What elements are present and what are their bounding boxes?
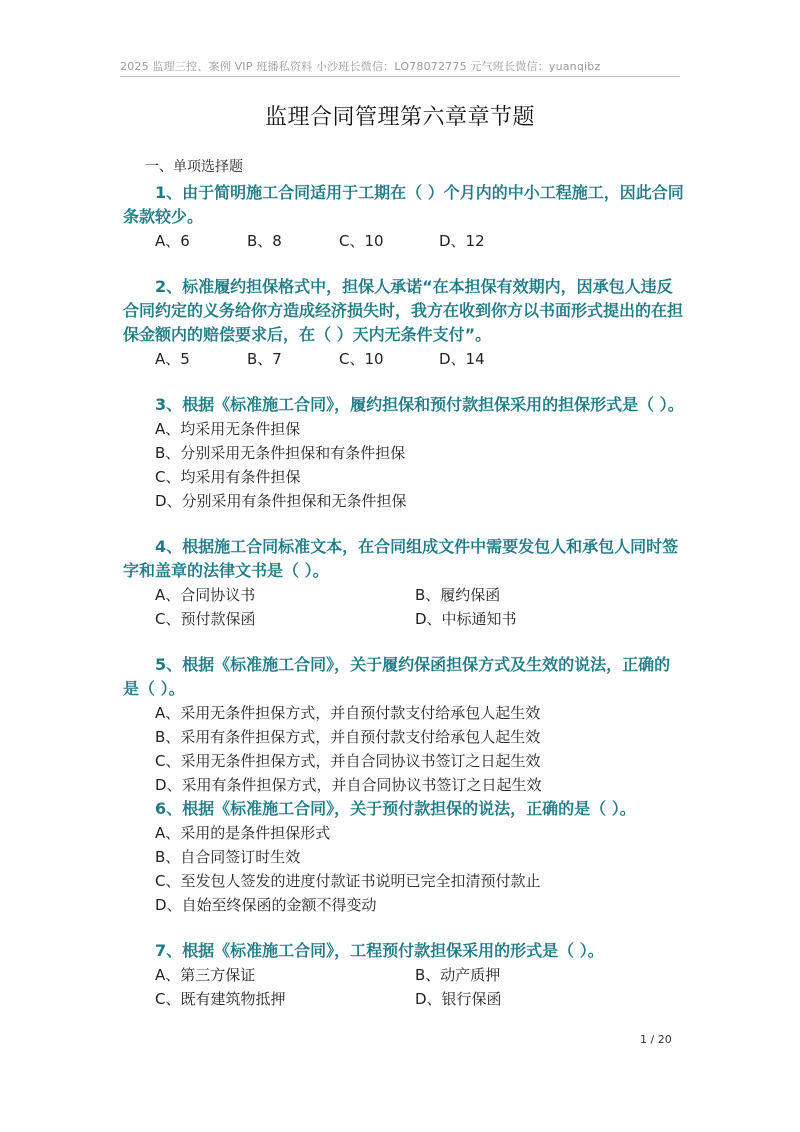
- header-note: 2025 监理三控、案例 VIP 班播私资料 小沙班长微信：LO78072775 元气班长微信：yuanqibz: [120, 60, 601, 73]
- question-3: [123, 393, 685, 513]
- question-stem: 3、根据《标准施工合同》，履约担保和预付款担保采用的担保形式是（ ）。: [155, 395, 684, 414]
- option-d: D、自始至终保函的金额不得变动: [155, 896, 377, 914]
- option-b: B、7: [247, 350, 282, 368]
- option-b: B、自合同签订时生效: [155, 848, 301, 866]
- document-title: 监理合同管理第六章章节题: [264, 105, 535, 130]
- option-d: D、12: [439, 232, 485, 250]
- option-d: D、14: [439, 350, 485, 368]
- option-a: A、采用的是条件担保形式: [155, 824, 331, 842]
- document-body: [123, 157, 685, 1011]
- question-1: [123, 181, 685, 253]
- options: [123, 583, 685, 631]
- question-stem: 1、由于简明施工合同适用于工期在（ ）个月内的中小工程施工，因此合同条款较少。: [123, 183, 684, 226]
- question-2: [123, 275, 685, 371]
- option-c: C、至发包人签发的进度付款证书说明已完全扣清预付款止: [155, 872, 541, 890]
- option-c: C、采用无条件担保方式，并自合同协议书签订之日起生效: [155, 752, 541, 770]
- option-a: A、第三方保证: [155, 966, 256, 984]
- options: [123, 417, 685, 513]
- option-a: A、采用无条件担保方式，并自预付款支付给承包人起生效: [155, 704, 541, 722]
- option-b: B、履约保函: [415, 586, 501, 604]
- question-stem: 5、根据《标准施工合同》，关于履约保函担保方式及生效的说法，正确的是（ ）。: [123, 655, 671, 698]
- option-d: D、银行保函: [415, 990, 502, 1008]
- question-stem: 2、标准履约担保格式中，担保人承诺“在本担保有效期内，因承包人违反合同约定的义务给你方造成经济损失时，我方在收到你方以书面形式提出的在担保金额内的赔偿要求后，在（ ）天内无条件支付”。: [123, 277, 684, 344]
- question-stem: 6、根据《标准施工合同》，关于预付款担保的说法，正确的是（ ）。: [155, 799, 636, 818]
- option-c: C、10: [339, 232, 384, 250]
- section-heading: 一、单项选择题: [145, 159, 243, 175]
- option-d: D、中标通知书: [415, 610, 517, 628]
- page-number: 1 / 20: [640, 1033, 672, 1046]
- question-7: [123, 939, 685, 1011]
- question-stem: 4、根据施工合同标准文本，在合同组成文件中需要发包人和承包人同时签字和盖章的法律文书是（ ）。: [123, 537, 679, 580]
- option-c: C、预付款保函: [155, 610, 256, 628]
- option-c: C、均采用有条件担保: [155, 468, 301, 486]
- option-d: D、分别采用有条件担保和无条件担保: [155, 492, 407, 510]
- options: [123, 347, 685, 371]
- question-stem: 7、根据《标准施工合同》，工程预付款担保采用的形式是（ ）。: [155, 941, 604, 960]
- question-6: [123, 797, 685, 917]
- option-a: A、6: [155, 232, 190, 250]
- options: [123, 821, 685, 917]
- option-b: B、动产质押: [415, 966, 501, 984]
- options: [123, 963, 685, 1011]
- option-b: B、采用有条件担保方式，并自预付款支付给承包人起生效: [155, 728, 541, 746]
- question-5: [123, 653, 685, 797]
- option-c: C、10: [339, 350, 384, 368]
- option-a: A、5: [155, 350, 190, 368]
- question-4: [123, 535, 685, 631]
- option-a: A、均采用无条件担保: [155, 420, 301, 438]
- options: [123, 701, 685, 797]
- option-c: C、既有建筑物抵押: [155, 990, 286, 1008]
- option-a: A、合同协议书: [155, 586, 256, 604]
- options: [123, 229, 685, 253]
- option-d: D、采用有条件担保方式，并自合同协议书签订之日起生效: [155, 776, 542, 794]
- option-b: B、8: [247, 232, 282, 250]
- header-divider: [120, 76, 680, 77]
- option-b: B、分别采用无条件担保和有条件担保: [155, 444, 406, 462]
